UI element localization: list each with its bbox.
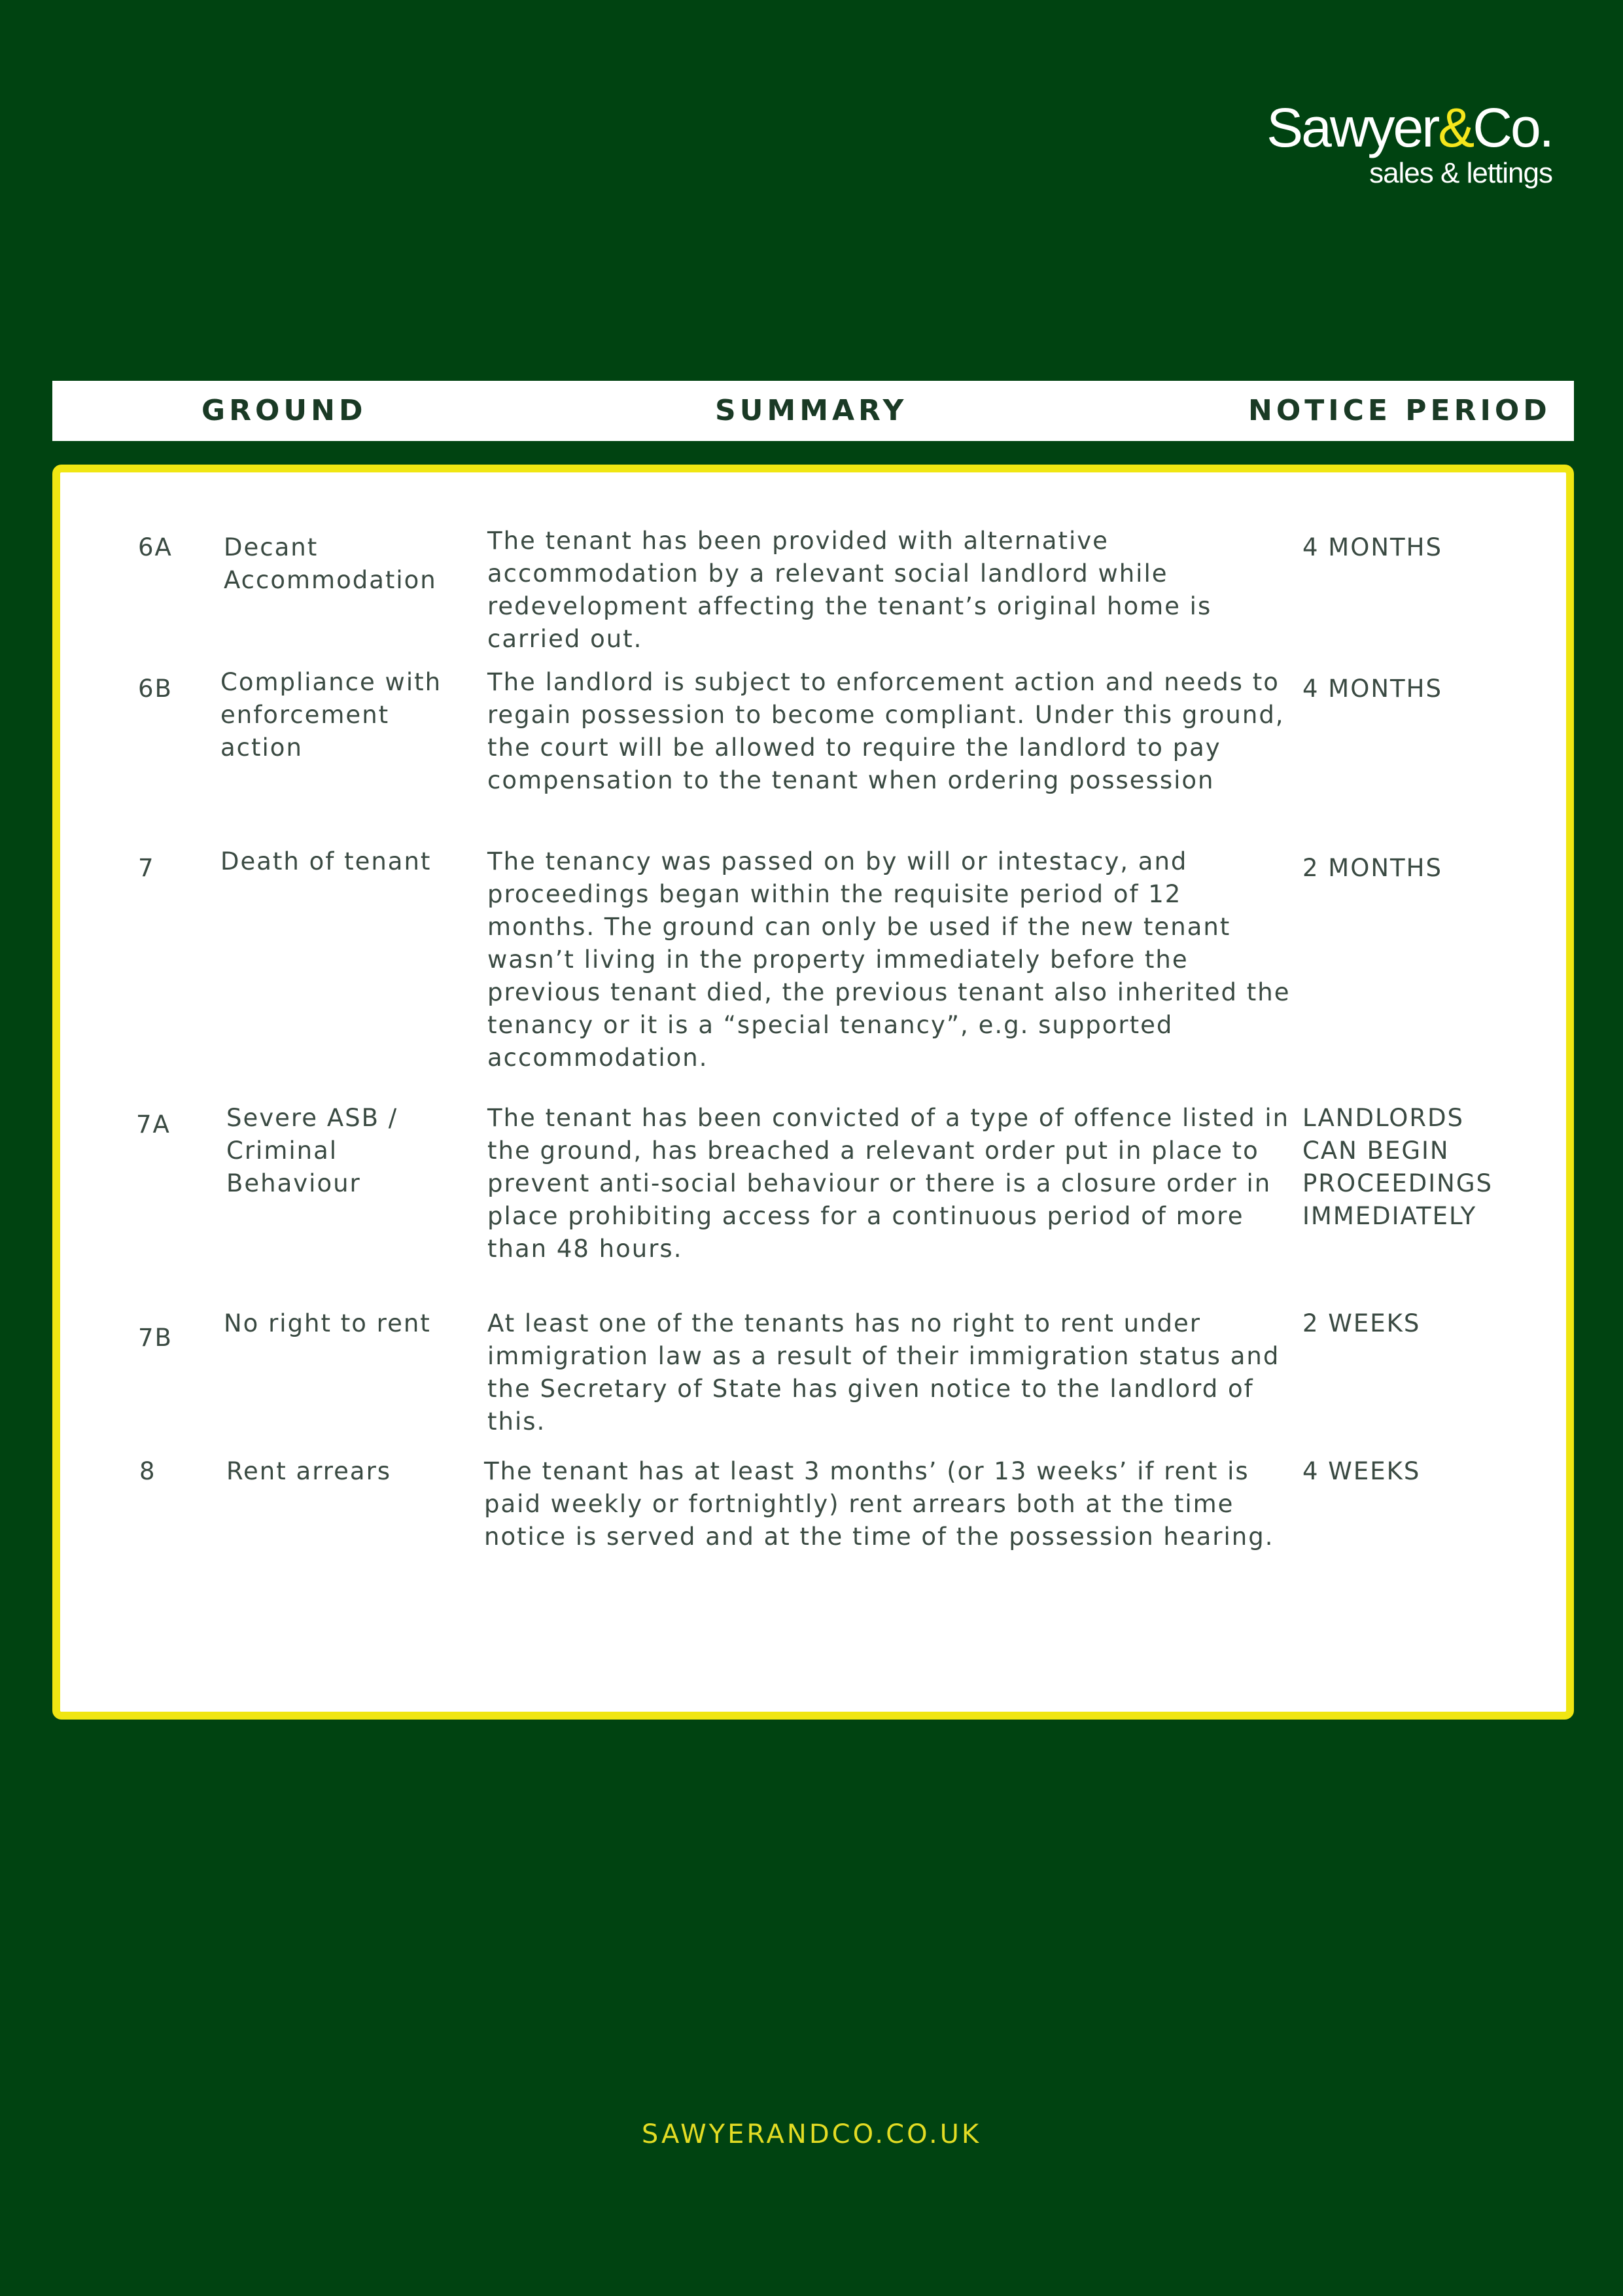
brand-name-part1: Sawyer	[1266, 97, 1439, 158]
notice-period: 2 WEEKS	[1302, 1309, 1421, 1337]
ground-summary: At least one of the tenants has no right to rent under immigration law as a result of their immigration status and the Secretary of State has given notice to the landlord of this.	[487, 1309, 1280, 1436]
notice-period: 4 MONTHS	[1302, 533, 1442, 561]
notice-period: 4 WEEKS	[1302, 1457, 1421, 1485]
brand-name-ampersand: &	[1438, 97, 1473, 158]
header-notice-period: NOTICE PERIOD	[1248, 394, 1551, 427]
table-header	[52, 381, 1574, 441]
notice-period: 4 MONTHS	[1302, 675, 1442, 703]
ground-name: No right to rent	[224, 1309, 431, 1337]
ground-name: Compliance with enforcement action	[220, 668, 442, 762]
brand-logo	[1266, 98, 1552, 190]
ground-summary: The landlord is subject to enforcement action and needs to regain possession to become compliant. Under this ground, the court will be allowed to require the landlord to pay compensation to the tenant when ordering possession	[487, 668, 1285, 794]
website-link[interactable]: SAWYERANDCO.CO.UK	[641, 2119, 982, 2149]
header-ground: GROUND	[201, 394, 367, 427]
ground-name: Rent arrears	[226, 1457, 392, 1485]
grounds-table	[52, 465, 1574, 1720]
ground-name: Death of tenant	[220, 847, 432, 875]
ground-code: 6B	[138, 675, 173, 703]
ground-name: Severe ASB / Criminal Behaviour	[226, 1104, 398, 1197]
brand-name	[1266, 98, 1552, 157]
brand-tagline: sales & lettings	[1369, 157, 1552, 189]
ground-summary: The tenancy was passed on by will or intestacy, and proceedings began within the requisite period of 12 months. The ground can only be used if the new tenant wasn’t living in the property immediately before the previous tenant died, the previous tenant also inherited the tenancy or it is a “special tenancy”, e.g. supported accommodation.	[487, 847, 1291, 1072]
ground-summary: The tenant has been provided with alternative accommodation by a relevant social landlord while redevelopment affecting the tenant’s original home is carried out.	[487, 527, 1212, 653]
brand-name-part2: Co.	[1473, 97, 1552, 158]
notice-period: LANDLORDS CAN BEGIN PROCEEDINGS IMMEDIATELY	[1302, 1104, 1493, 1230]
ground-code: 8	[139, 1457, 156, 1485]
ground-summary: The tenant has at least 3 months’ (or 13 weeks’ if rent is paid weekly or fortnightly) rent arrears both at the time notice is served and at the time of the possession hearing.	[484, 1457, 1274, 1551]
ground-code: 6A	[138, 533, 173, 561]
header-summary: SUMMARY	[715, 394, 908, 427]
ground-code: 7	[138, 854, 155, 882]
ground-summary: The tenant has been convicted of a type of offence listed in the ground, has breached a relevant order put in place to prevent anti-social behaviour or there is a closure order in place prohibiting access for a continuous period of more than 48 hours.	[487, 1104, 1290, 1263]
ground-code: 7B	[138, 1324, 173, 1352]
notice-period: 2 MONTHS	[1302, 854, 1442, 882]
ground-code: 7A	[136, 1110, 171, 1139]
ground-name: Decant Accommodation	[224, 533, 437, 594]
